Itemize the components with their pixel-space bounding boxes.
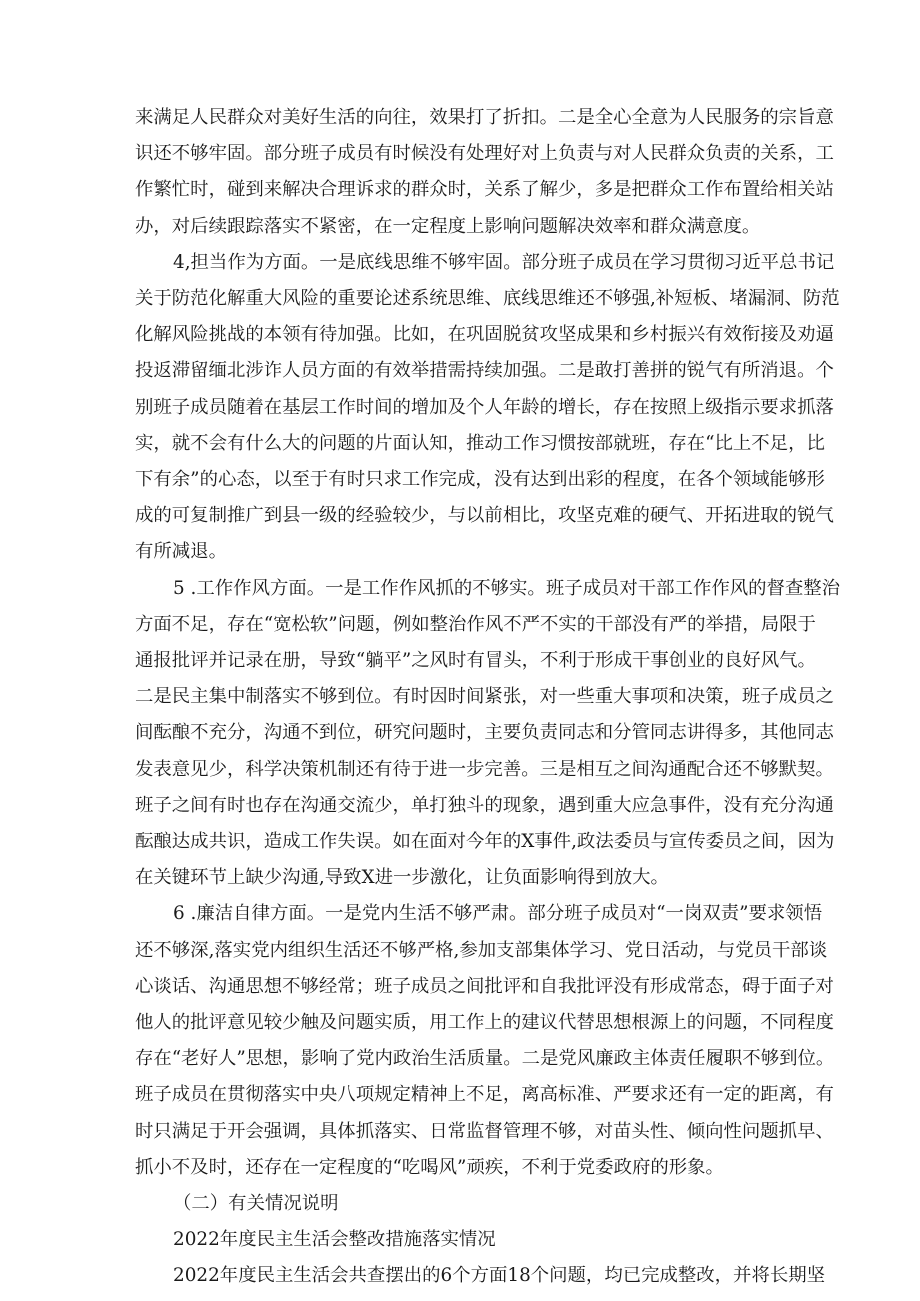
text-line: [0, 1258, 920, 1294]
text-line: [0, 1150, 920, 1186]
text-line: [0, 1186, 920, 1222]
text-line: [0, 715, 920, 751]
text-line: [0, 969, 920, 1005]
text-line: [0, 679, 920, 715]
text-line: [0, 209, 920, 245]
text-line: [0, 788, 920, 824]
text-line: [0, 607, 920, 643]
line-text: 化解风险挑战的本领有待加强。比如，在巩固脱贫攻坚成果和乡村振兴有效衔接及劝逼: [135, 324, 834, 345]
text-line: [0, 1222, 920, 1258]
line-text: （二）有关情况说明: [173, 1193, 339, 1214]
line-text: 发表意见少，科学决策机制还有待于进一步完善。三是相互之间沟通配合还不够默契。: [135, 759, 834, 780]
line-text: 4,担当作为方面。一是底线思维不够牢固。部分班子成员在学习贯彻习近平总书记: [173, 252, 835, 273]
line-text: 还不够深,落实党内组织生活还不够严格,参加支部集体学习、党日活动，与党员干部谈: [135, 940, 828, 961]
line-text: 时只满足于开会强调，具体抓落实、日常监督管理不够，对苗头性、倾向性问题抓早、: [135, 1121, 834, 1142]
line-text: 5 .工作作风方面。一是工作作风抓的不够实。班子成员对干部工作作风的督查整治: [173, 578, 841, 599]
text-line: [0, 860, 920, 896]
text-line: [0, 534, 920, 570]
text-line: [0, 896, 920, 932]
text-line: [0, 281, 920, 317]
line-text: 2022年度民主生活会共查摆出的6个方面18个问题，均已完成整改，并将长期坚: [173, 1265, 826, 1286]
text-line: [0, 643, 920, 679]
text-line: [0, 1005, 920, 1041]
text-line: [0, 571, 920, 607]
line-text: 间酝酿不充分，沟通不到位，研究问题时，主要负责同志和分管同志讲得多，其他同志: [135, 722, 834, 743]
line-text: 实，就不会有什么大的问题的片面认知，推动工作习惯按部就班，存在“比上不足，比: [135, 433, 825, 454]
line-text: 方面不足，存在“宽松软”问题，例如整治作风不严不实的干部没有严的举措，局限于: [135, 614, 816, 635]
text-line: [0, 100, 920, 136]
text-line: [0, 390, 920, 426]
text-line: [0, 498, 920, 534]
line-text: 班子成员在贯彻落实中央八项规定精神上不足，离高标准、严要求还有一定的距离，有: [135, 1084, 834, 1105]
line-text: 班子之间有时也存在沟通交流少，单打独斗的现象，遇到重大应急事件，没有充分沟通: [135, 795, 834, 816]
text-line: [0, 353, 920, 389]
text-line: [0, 426, 920, 462]
line-text: 2022年度民主生活会整改措施落实情况: [173, 1229, 496, 1250]
line-text: 酝酿达成共识，造成工作失误。如在面对今年的X事件,政法委员与宣传委员之间，因为: [135, 831, 835, 852]
text-line: [0, 172, 920, 208]
line-text: 通报批评并记录在册，导致“躺平”之风时有冒头，不利于形成干事创业的良好风气。: [135, 650, 816, 671]
text-line: [0, 824, 920, 860]
line-text: 投返滞留缅北涉诈人员方面的有效举措需持续加强。二是敢打善拼的锐气有所消退。个: [135, 360, 834, 381]
text-line: [0, 752, 920, 788]
line-text: 来满足人民群众对美好生活的向往，效果打了折扣。二是全心全意为人民服务的宗旨意: [135, 107, 834, 128]
text-line: [0, 1077, 920, 1113]
line-text: 下有余”的心态，以至于有时只求工作完成，没有达到出彩的程度，在各个领域能够形: [135, 469, 825, 490]
text-line: [0, 933, 920, 969]
line-text: 二是民主集中制落实不够到位。有时因时间紧张，对一些重大事项和决策，班子成员之: [135, 686, 834, 707]
line-text: 识还不够牢固。部分班子成员有时候没有处理好对上负责与对人民群众负责的关系，工: [135, 143, 834, 164]
line-text: 有所减退。: [135, 541, 227, 562]
text-line: [0, 245, 920, 281]
text-line: [0, 136, 920, 172]
line-text: 心谈话、沟通思想不够经常；班子成员之间批评和自我批评没有形成常态，碍于面子对: [135, 976, 834, 997]
line-text: 在关键环节上缺少沟通,导致X进一步激化，让负面影响得到放大。: [135, 867, 669, 888]
line-text: 作繁忙时，碰到来解决合理诉求的群众时，关系了解少，多是把群众工作布置给相关站: [135, 179, 834, 200]
text-line: [0, 462, 920, 498]
line-text: 成的可复制推广到县一级的经验较少，与以前相比，攻坚克难的硬气、开拓进取的锐气: [135, 505, 834, 526]
line-text: 关于防范化解重大风险的重要论述系统思维、底线思维还不够强,补短板、堵漏洞、防范: [135, 288, 840, 309]
text-line: [0, 317, 920, 353]
line-text: 6 .廉洁自律方面。一是党内生活不够严肃。部分班子成员对“一岗双责”要求领悟: [173, 903, 823, 924]
line-text: 别班子成员随着在基层工作时间的增加及个人年龄的增长，存在按照上级指示要求抓落: [135, 397, 834, 418]
text-line: [0, 1041, 920, 1077]
text-line: [0, 1114, 920, 1150]
line-text: 存在“老好人”思想，影响了党内政治生活质量。二是党风廉政主体责任履职不够到位。: [135, 1048, 835, 1069]
line-text: 办，对后续跟踪落实不紧密，在一定程度上影响问题解决效率和群众满意度。: [135, 216, 761, 237]
line-text: 抓小不及时，还存在一定程度的“吃喝风”顽疾，不利于党委政府的形象。: [135, 1157, 724, 1178]
line-text: 他人的批评意见较少触及问题实质，用工作上的建议代替思想根源上的问题，不同程度: [135, 1012, 834, 1033]
